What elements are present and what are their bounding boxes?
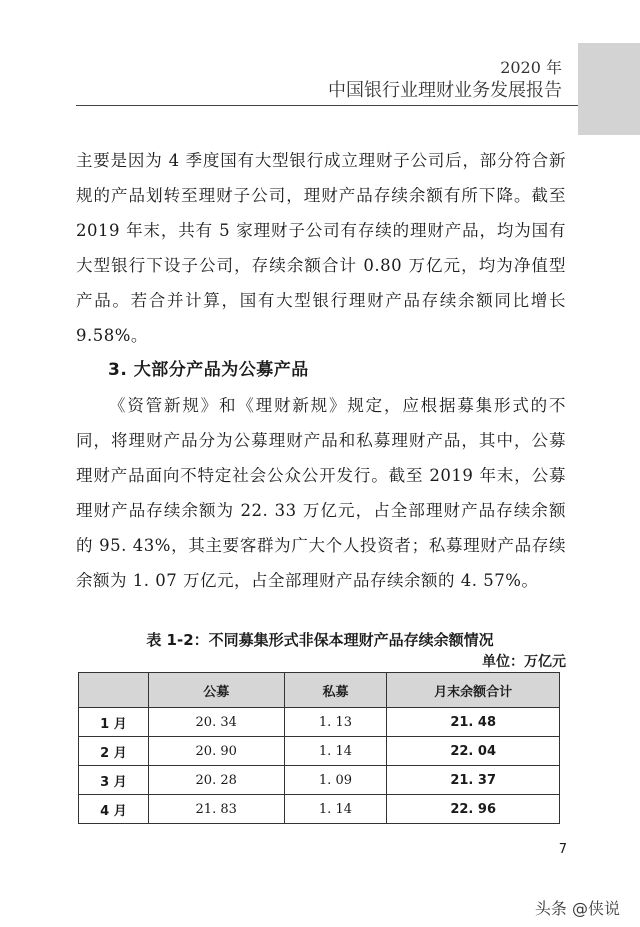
row-private: 1. 14 bbox=[284, 795, 387, 824]
table-title: 表 1-2：不同募集形式非保本理财产品存续余额情况 bbox=[146, 631, 494, 649]
page-number: 7 bbox=[558, 842, 567, 857]
section-heading: 3. 大部分产品为公募产品 bbox=[108, 360, 309, 380]
body-text bbox=[76, 143, 566, 598]
row-month: 4 月 bbox=[79, 795, 149, 824]
table-unit: 单位：万亿元 bbox=[482, 654, 566, 670]
row-month: 3 月 bbox=[79, 766, 149, 795]
running-header bbox=[328, 58, 562, 103]
row-public: 20. 28 bbox=[148, 766, 284, 795]
row-month: 1 月 bbox=[79, 708, 149, 737]
header-total: 月末余额合计 bbox=[387, 673, 560, 708]
table-row bbox=[79, 737, 560, 766]
row-total: 22. 96 bbox=[387, 795, 560, 824]
header-year: 2020 年 bbox=[500, 58, 562, 77]
paragraph-1: 主要是因为 4 季度国有大型银行成立理财子公司后，部分符合新规的产品划转至理财子公司，理财产品存续余额有所下降。截至 2019 年末，共有 5 家理财子公司有存续的理财产品，均为国有大型银行下设子公司，存续余额合计 0.80 万亿元，均为净值型产品。若合并计算，国有大型银行理财产品存续余额同比增长 9.58%。 bbox=[76, 151, 566, 345]
table-row bbox=[79, 766, 560, 795]
row-total: 21. 48 bbox=[387, 708, 560, 737]
row-public: 20. 34 bbox=[148, 708, 284, 737]
row-private: 1. 14 bbox=[284, 737, 387, 766]
row-private: 1. 09 bbox=[284, 766, 387, 795]
header-report-title: 中国银行业理财业务发展报告 bbox=[328, 80, 562, 101]
row-total: 22. 04 bbox=[387, 737, 560, 766]
paragraph-2: 《资管新规》和《理财新规》规定，应根据募集形式的不同，将理财产品分为公募理财产品和私募理财产品，其中，公募理财产品面向不特定社会公众公开发行。截至 2019 年末，公募理财产品存续余额为 22. 33 万亿元，占全部理财产品存续余额的 95. 43%，其主要客群为广大个人投资者；私募理财产品存续余额为 1. 07 万亿元，占全部理财产品存续余额的 4. 57%。 bbox=[76, 396, 566, 590]
row-public: 21. 83 bbox=[148, 795, 284, 824]
row-total: 21. 37 bbox=[387, 766, 560, 795]
row-public: 20. 90 bbox=[148, 737, 284, 766]
balance-table bbox=[78, 672, 560, 824]
header-public: 公募 bbox=[148, 673, 284, 708]
table-row bbox=[79, 708, 560, 737]
row-month: 2 月 bbox=[79, 737, 149, 766]
header-rule bbox=[76, 105, 578, 106]
table-row bbox=[79, 795, 560, 824]
header-private: 私募 bbox=[284, 673, 387, 708]
row-private: 1. 13 bbox=[284, 708, 387, 737]
side-tab bbox=[578, 43, 640, 135]
header-corner bbox=[79, 673, 149, 708]
watermark: 头条 @侠说 bbox=[534, 899, 620, 918]
table-header-row bbox=[79, 673, 560, 708]
